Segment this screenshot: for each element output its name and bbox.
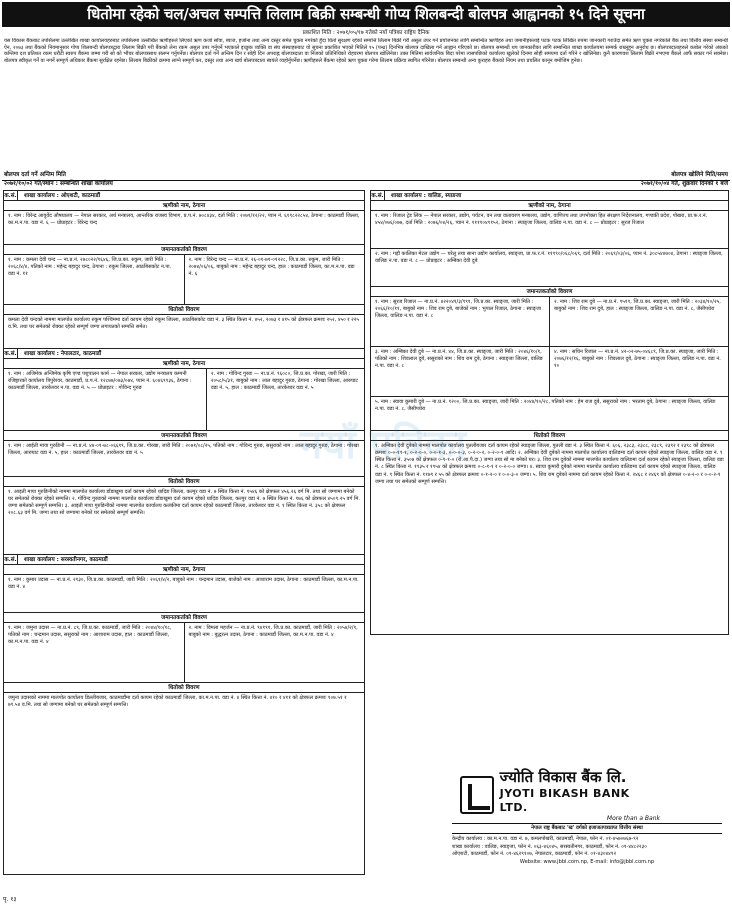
branch-name: शाखा कार्यालय : ओएशटी, काठमाडौं [24,193,101,199]
guarantor-details: १. नाम : आईती माया गुरुङिनी — ना.प्र.नं. ४४-०१-७८-०६६९९, जि.प्र.का. गोरखा, जारी मिति : २०७१/०८/२५, पतिको नाम : गोविन्द गुरुङ, ससुराको नाम : लाल बहादुर गुरुङ, ठेगाना : गोरखा जिल्ला, आरुघाट वडा नं. ५, हाल : काठमाडौं जिल्ला, तारकेश्वर वडा नं. ५ [4,441,364,477]
borrower-details: १. नाम : रिजाल ट्रेड लिंक — नेपाल सरकार, उद्योग, पर्यटन, वन तथा वातावरण मन्त्रालय, उद्योग, वाणिज्य तथा उपभोक्ता हित संरक्षण निर्देशनालय, गण्डकी प्रदेश, पोखरा, प्रा.फ.र.नं. ४५४/०७६/०७७, दर्ता मिति : २०७६/०४/२६, प्यान नं. ११११०४९१५२, ठेगाना : स्याङ्जा जिल्ला, वालिङ न.पा. वडा नं. ८ — प्रोप्राइटर : सुरज रिजाल [371,211,728,249]
guarantor-heading: जमानतकर्ताको विवरण [4,613,364,623]
borrower-details: २. नाम : गोविन्द गुरुङ — ना.प्र.नं. ९६०८०, जि.प्र.का. गोरखा, जारी मिति : २०५८/५/३१, बाबुको नाम : लाल बहादुर गुरुङ, ठेगाना : गोरखा जिल्ला, आरुघाट वडा नं. ५, हाल : काठमाडौं जिल्ला, तारकेश्वर वडा नं. ५ [206,369,364,430]
publish-date: प्रकाशित मिति : २०७१/०५/१७ गतेको नयाँ पत्रिका राष्ट्रिय दैनिक [302,30,430,36]
collateral-details: कमला देवी चन्दको नाममा मालपोत कार्यालय रुकुम पश्चिममा दर्ता कायम रहेको रुकुम जिल्ला, आठबिसकोट वडा नं. ३ स्थित कित्ता नं. ४५२, २०७३ र ४१५ को क्षेत्रफल क्रमशः २५२, ४५० र २२५ व.मि. तथा घर समेतको रोक्का रहेको सम्पूर्ण जग्गा लगायतको सम्पत्ति समेत। [4,315,364,349]
guarantor-details: १. नाम : कमला देवी चन्द — ना.प्र.नं. २७८०२२/१६४६, जि.प्र.का. रुकुम, जारी मिति : २०६८/४/४, पतिको नाम : महेन्द्र बहादुर चन्द, ठेगाना : रुकुम जिल्ला, आठबिसकोट न.पा. वडा नं. ११ [8,257,172,278]
section-number-label: क.सं. [4,557,17,563]
notice-title: धितोमा रहेको चल/अचल सम्पत्ति लिलाम बिक्री सम्बन्धी गोप्य शिलबन्दी बोलपत्र आह्वानको १५ दिने सूचना [2,2,730,27]
borrower-details: १. नाम : अजिमेक अन्जिमेक कृषि एण्ड पशुपालन फार्म — नेपाल सरकार, उद्योग मन्त्रालय कम्पनी रजिष्ट्रारको कार्यालय त्रिपुरेश्वर, काठमाडौं, प्र.प.नं. १२८७७/०७३/०७४, प्यान नं. ६०४६९९३६, ठेगाना : काठमाडौं जिल्ला, तारकेश्वर न.पा. वडा नं. ५ — प्रोप्राइटर : गोविन्द गुरुङ [8,371,192,392]
last-date-label: बोलपत्र दर्ता गर्ने अन्तिम मिति [4,172,66,178]
borrower-details: १. नाम : कुमार उदास — ना.प्र.नं. २१३०, जि.प्र.का. काठमाडौं, जारी मिति : २०६१/४/२, बाबुको नाम : चन्द्रमान उदास, बाजेको नाम : आशाराम उदास, ठेगाना : काठमाडौं जिल्ला, का.म.न.पा. वडा नं. ४ [4,575,364,613]
guarantor-details: २. नाम : शिव राम दुबे — ना.प्र.नं. ९५१९, जि.प्र.का. स्याङ्जा, जारी मिति : २०३४/१०/२५, बाबुको नाम : शिव राम दुबे, हाल : स्याङ्जा जिल्ला, वालिङ न.पा. वडा नं. ८, जैसीपधेरा [549,297,728,346]
collateral-heading: धितोको विवरण [371,431,728,441]
guarantor-grid [371,297,728,347]
last-date-value: २०७१/१०/०२ गते/स्थान : सम्बन्धित शाखा कार्यालय [4,181,113,187]
section-number-label: क.सं. [371,193,384,199]
section-number-label: क.सं. [4,193,17,199]
bank-logo [460,767,660,822]
page-number: पृ. १३ [3,896,17,903]
branch-name: शाखा कार्यालय : सरस्वतीनगर, काठमाडौं [24,557,108,563]
bank-name-english: JYOTI BIKASH BANK LTD. [499,786,630,814]
guarantor-details: १. नाम : सुरज रिजाल — ना.प्र.नं. ४२२०४१/३/९९१, जि.प्र.का. स्याङ्जा, जारी मिति : २०६६/१०/११, बाबुको नाम : शिव राम दुबे, बाजेको नाम : भुपाल रिजाल, ठेगाना : स्याङ्जा जिल्ला, वालिङ न.पा. वडा नं. ८ [375,299,542,320]
bank-address-line: केन्द्रीय कार्यालय : का.म.न.पा. वडा नं. ७, कमलपोखरी, काठमाडौं, नेपाल, फोन नं. ०१-४५७०७६७-९२ [452,836,639,843]
opening-date-value: २०७१/१०/०४ गते, शुक्रवार दिनको १ बजे [640,181,728,187]
collateral-details: १. अम्बिका देवी दुबेको नाममा मालपोत कार्यालय पुतलीबजार दर्ता कायम रहेको स्याङ्जा जिल्ला, पुतली वडा नं. ३ स्थित कित्ता नं. ६०६, २३८३, २३८८, २३८९, २३९२ र २३९८ को क्षेत्रफल क्रमशः ०-०-१९-१, ०-२-०-०, ०-०-१-३, ०-०-०-३, ०-२-०-२, ०-२-०-१ आदि। २. अम्बिका देवी दुबेको नाममा मालपोत कार्यालय वालिङमा दर्ता कायम रहेको स्याङ्जा जिल्ला, वालिङ वडा नं. ९ स्थित कित्ता नं. ३५०७ को क्षेत्रफल ०-१-१-० (रो.आ.पै.दा.) जग्गा तथा सो मा बनेको घर। ३. शिव राम दुबेको नाममा मालपोत कार्यालय वालिङमा दर्ता कायम रहेको स्याङ्जा जिल्ला, वालिङ वडा नं. ८ स्थित कित्ता नं. १९३५ र १९५४ को क्षेत्रफल क्रमशः ०-८-१-१ र ०-२-०-० जग्गा। ४. स्वाया कुमारी दुबेको नाममा मालपोत कार्यालय वालिङमा दर्ता कायम रहेको स्याङ्जा जिल्ला, वालिङ वडा नं. ९ स्थित कित्ता नं. ११७९ र ५५ को क्षेत्रफल क्रमशः ०-१-२-० र ०-०-३-० जग्गा। ५. शिव राम दुबेको नाममा दर्ता कायम रहेको कित्ता नं. २४६८ र २४६९ को क्षेत्रफल ०-४-२-० र ०-०-२-१ जग्गा तथा घर समेतको सम्पूर्ण सम्पत्ति। [375,443,724,485]
borrower-heading: ऋणीको नाम, ठेगाना [4,565,364,575]
guarantor-details: ३. नाम : अम्बिका देवी दुबे — ना.प्र.नं. ४४, जि.प्र.का. स्याङ्जा, जारी मिति : २०४६/१०/१, पतिको नाम : शिवलाल दुबे, ससुराको नाम : शिव राम दुबे, ठेगाना : स्याङ्जा जिल्ला, वालिङ न.पा. वडा नं. ८ [375,349,543,370]
bank-address-line: शाखा कार्यालय : वालिङ, स्याङ्जा, फोन नं. ०६३-४६०४५, सरस्वतीनगर, काठमाडौं, फोन नं. ०१-४४८२२३० [452,843,647,850]
bank-logo-icon [460,776,494,814]
borrower-details: १. नाम : विरेन्द्र आयुर्वेद औषधालय — नेपाल सरकार, अर्थ मन्त्रालय, आन्तरिक राजस्व विभाग, प्र.प.नं. ७०८४३४, दर्ता मिति : २०७१/१२/२२, प्यान नं. ६१९८२२८५४, ठेगाना : काठमाडौं जिल्ला, का.म.न.पा. वडा नं. ६ — प्रोप्राइटर : विरेन्द्र चन्द [4,211,364,245]
bank-tagline: More than a Bank [606,814,660,822]
watermark: नयाँ पत्रिका [300,422,466,468]
collateral-heading: धितोको विवरण [4,477,364,487]
bank-address-line: ओएशटी, काठमाडौं, फोन नं. ०१-४६२९१०७, नेपालटार, काठमाडौं, फोन नं. ०१-४३०४४९२ [452,851,617,858]
guarantor-grid [371,347,728,397]
intro-paragraph: यस विकास बैंकबाट तपसिलमा उल्लेखित शाखा कार्यालयहरुबाट तपसिलमा उल्लेखित ऋणीहरुले लिएको ऋण कर्जा साँवा, ब्याज, हर्जाना तथा अन्य दस्तुर समेत चुक्ता नगरेको हुँदा धितो सुरक्षण रहेको सम्पत्ति लिलाम बिक्री गरी असुल उपर गर्ने प्रयोजनका लागि सम्बन्धित ऋणीहरु तथा जमानीहरुलाई पटक पटक लिखित रुपमा जानकारी गराउँदा समेत ऋण चुक्ता नगरेकोले बैंक तथा वित्तीय संस्था सम्बन्धी ऐन, २०७३ तथा बैंकको नियमानुसार गोप्य शिलबन्दी बोलपत्रद्वारा लिलाम बिक्री गरी बैंकको लेना रकम असुल उपर गर्नुपर्ने भएकाले इच्छुक व्यक्ति वा संघ संस्थाहरुबाट यो सूचना प्रकाशित भएको मितिले १५ (पन्ध्र) दिनभित्र बोलपत्र दाखिला गर्न आह्वान गरिएको छ। बोलपत्र सम्बन्धी थप जानकारीका लागि सम्बन्धित शाखा कार्यालयमा सम्पर्क राख्नुहुन अनुरोध छ। बोलपत्रदाताहरुले कबोल गरेको अंकको कम्तिमा दश प्रतिशत रकम धरौटी स्वरुप बैंकमा जम्मा गरी सो को भौचर बोलपत्रसाथ संलग्न गर्नुपर्नेछ। बोलपत्र दर्ता गर्ने अन्तिम दिन र सोही दिन अपराह्न बोलपत्रदाता वा निजको प्रतिनिधिको रोहवरमा बोलपत्र खोलिनेछ। उक्त मितिमा सार्वजनिक बिदा परेमा त्यसपछिको कार्यालय खुलेको दिनमा सोही समयमा दर्ता गरिने र खोलिनेछ। कुनै कारणवश लिलाम बिक्री नभएमा बैंकले आफैं सकार गर्न सक्नेछ। बोलपत्र स्वीकृत गर्ने वा नगर्ने सम्पूर्ण अधिकार बैंकमा सुरक्षित रहनेछ। लिलाम बिक्रीको क्रममा लाग्ने सम्पूर्ण कर, दस्तुर तथा अन्य खर्च बोलपत्रदाता स्वयंले व्यहोर्नुपर्नेछ। ऋणीहरुले बैंकमा रहेको ऋण चुक्ता गरेमा लिलाम प्रक्रिया स्थगित गरिनेछ। बोलपत्र सम्बन्धी अन्य कुराहरु बैंकको नियम तथा प्रचलित कानून बमोजिम हुनेछ। [4,38,728,65]
section-number-label: क.सं. [4,351,17,357]
bank-class-tag: नेपाल राष्ट्र बैंकबाट 'ख' वर्गको इजाजतपत्रप्राप्त वित्तीय संस्था [452,823,722,834]
guarantor-details: १. नाम : जमुना उदास — ना.प्र.नं. ८९, जि.प्र.का. काठमाडौं, जारी मिति : २०४४/१०/१८, पतिको नाम : चन्द्रमान उदास, ससुराको नाम : आशाराम उदास, हाल : काठमाडौं जिल्ला, का.म.न.पा. वडा नं. ४ [8,625,172,646]
borrower-heading: ऋणीको नाम, ठेगाना [4,359,364,369]
opening-date-label: बोलपत्र खोलिने मिति/समय [671,172,728,178]
guarantor-details: ५. नाम : स्वाया कुमारी दुबे — ना.प्र.नं. १२००, जि.प्र.का. स्याङ्जा, जारी मिति : २०४४/१०/२८, पतिको नाम : हेम राज दुबे, ससुराको नाम : भरताम दुबे, ठेगाना : स्याङ्जा जिल्ला, वालिङ न.पा. वडा नं. ८, जैसीपधेरा [371,397,728,431]
guarantor-grid [4,623,364,683]
borrower-details: २. नाम : गह्रौ कालिका मेटल उद्योग — घरेलु तथा साना उद्योग कार्यालय, स्याङ्जा, प्रा.फ.र.नं. ११९९०/०६८/०६९, दर्ता मिति : २०६९/०३/०६, प्यान नं. ३०८५४४७०४, ठेगाना : स्याङ्जा जिल्ला, वालिङ न.पा. वडा नं. ८ — प्रोप्राइटर : अम्बिका देवी दुबे [371,249,728,287]
branch-name: शाखा कार्यालय : नेपालटार, काठमाडौं [24,351,102,357]
collateral-heading: धितोको विवरण [4,683,364,693]
guarantor-details: २. नाम : विरेन्द्र चन्द — ना.प्र.नं. २६-०१-७१-०१२२८, जि.प्र.का. रुकुम, जारी मिति : २०७४/०६/०६, बाबुको नाम : महेन्द्र बहादुर चन्द, हाल : काठमाडौं जिल्ला, का.म.न.पा. वडा नं. ६ [184,255,365,304]
right-column [370,190,729,635]
guarantor-details: ४. नाम : सचिन रिजाल — ना.प्र.नं. ४२-०२-७५-०४६८९, जि.प्र.का. स्याङ्जा, जारी मिति : २०७६/१२/१६, बाबुको नाम : शिवलाल दुबे, ठेगाना : स्याङ्जा जिल्ला, वालिङ न.पा. वडा नं. १० [549,347,728,396]
bank-contact-info [452,823,722,866]
left-column [3,190,365,875]
branch-name: शाखा कार्यालय : वालिङ, स्याङजा [391,193,462,199]
section-header [4,191,364,201]
section-header [4,555,364,565]
guarantor-heading: जमानतकर्ताको विवरण [4,431,364,441]
guarantor-heading: जमानतकर्ताको विवरण [371,287,728,297]
borrower-heading: ऋणीको नाम, ठेगाना [371,201,728,211]
collateral-details: १. आइती माया गुरुङिनीको नाममा मालपोत कार्यालय डाँडाखुमा दर्ता कायम रहेको धादिङ जिल्ला, कल्पुर वडा नं. ७ स्थित कित्ता नं. १५४६ को क्षेत्रफल ४५६.२६ वर्ग मि. तथा सो जग्गामा बनेको घर समेतको रोक्का रहेको सम्पत्ति। २. गोविन्द गुरुङको नाममा मालपोत कार्यालय डाँडाखुमा दर्ता कायम रहेको धादिङ जिल्ला, कल्पुर वडा नं. ७ स्थित कित्ता नं. १७६ को क्षेत्रफल ४५०९.२५ वर्ग मि. जग्गा समेतको सम्पूर्ण सम्पत्ति। ३. आइती माया गुरुङिनीको नाममा मालपोत कार्यालय कलंकीमा दर्ता कायम रहेको काठमाडौं जिल्ला, तारकेश्वर वडा नं. १ स्थित कित्ता नं. ३५८ को क्षेत्रफल २०८.६३ वर्ग मि. जग्गा तथा सो जग्गामा बनेको घर समेतको सम्पूर्ण सम्पत्ति। [4,487,364,555]
guarantor-heading: जमानतकर्ताको विवरण [4,245,364,255]
collateral-details: जमुना उदासको नाममा मालपोत कार्यालय डिल्लीबजार, काठमाडौंमा दर्ता कायम रहेको काठमाडौं जिल्ला, का.म.न.पा. वडा नं. ४ स्थित कित्ता नं. ४१० र ४११ को क्षेत्रफल क्रमशः १०७.५१ र ७९.५४ व.मि. तथा सो जग्गामा बनेको घर समेतको सम्पूर्ण सम्पत्ति। [8,695,347,709]
bank-website: Website: www.jbbl.com.np, E-mail: info@jbbl.com.np [519,858,655,865]
borrower-heading: ऋणीको नाम, ठेगाना [4,201,364,211]
bank-name-nepali: ज्योति विकास बैंक लि. [499,767,627,786]
guarantor-details: २. नाम : विमला महर्जन — ना.प्र.नं. ९४१९१, जि.प्र.का. काठमाडौं, जारी मिति : २०५४/२/९, बाबुको नाम : बुद्धरत्न उदास, ठेगाना : काठमाडौं जिल्ला, का.म.न.पा. वडा नं. ४ [184,623,365,682]
section-header [4,349,364,359]
section-header [371,191,728,201]
collateral-heading: धितोको विवरण [4,305,364,315]
guarantor-grid [4,255,364,305]
